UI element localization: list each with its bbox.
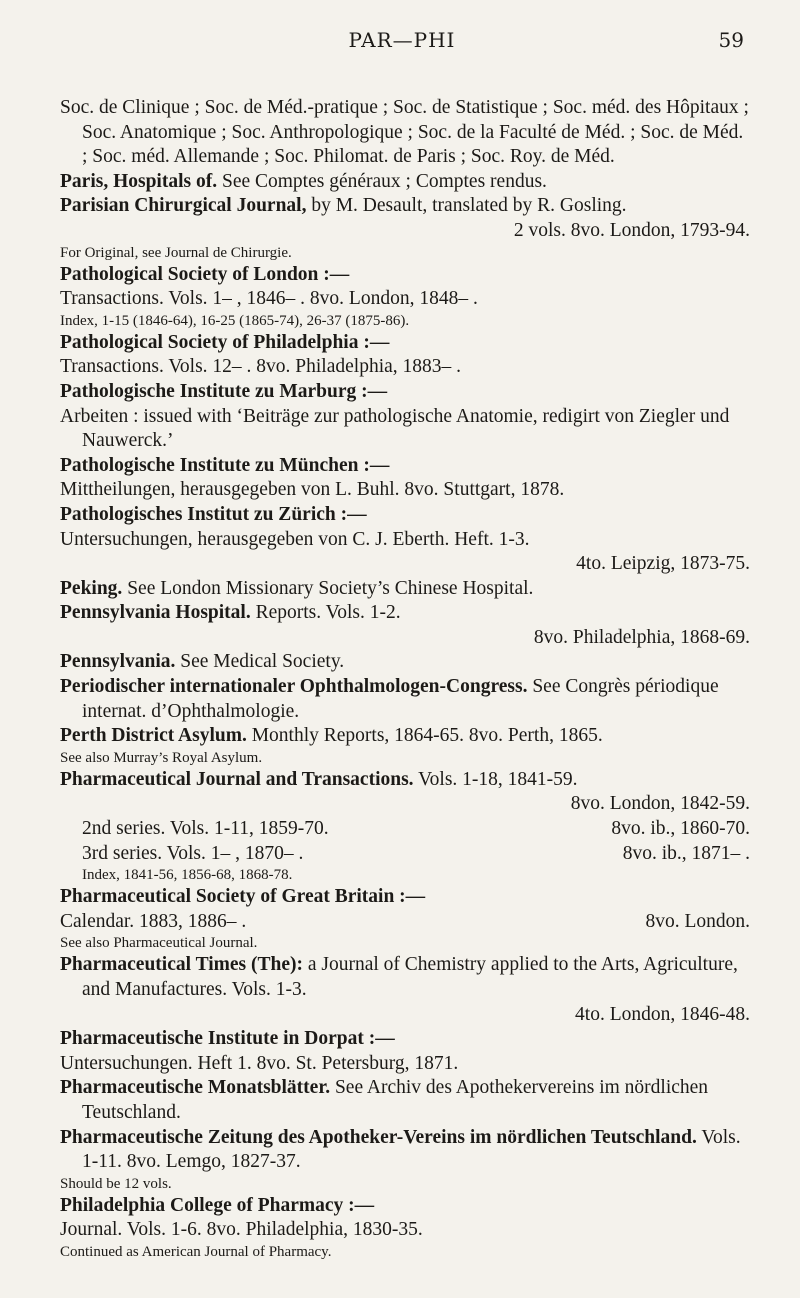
note: Index, 1841-56, 1856-68, 1868-78.	[82, 867, 293, 884]
series-row: 2nd series. Vols. 1-11, 1859-70. 8vo. ib., 1860-70.	[82, 818, 750, 840]
entry-dorpat: Pharmaceutische Institute in Dorpat :— Untersuchungen. Heft 1. 8vo. St. Petersburg, 1871.	[60, 1028, 459, 1074]
series-row: 3rd series. Vols. 1– , 1870– . 8vo. ib., 1871– .	[82, 842, 750, 864]
entry-pharm-journal: Pharmaceutical Journal and Transactions. Vols. 1-18, 1841-59. 8vo. London, 1842-59.	[60, 768, 750, 815]
entry-parisian-journal: Parisian Chirurgical Journal, by M. Desault, translated by R. Gosling. 2 vols. 8vo. London, 1793-94.	[60, 195, 750, 241]
entry-zeitung: Pharmaceutische Zeitung des Apotheker-Vereins im nördlichen Teutschland. Vols. 1-11. 8vo. Lemgo, 1827-37. Should be 12 vols.	[60, 1126, 741, 1192]
entry-paris-hospitals: Paris, Hospitals of. See Comptes généraux ; Comptes rendus.	[60, 170, 547, 192]
entry-soc: Soc. de Clinique ; Soc. de Méd.-pratique ; Soc. de Statistique ; Soc. méd. des Hôpitaux ; Soc. Anatomique ; Soc. Anthropologique ; Soc. de la Faculté de Méd. ; Soc. de Méd. ; Soc. méd. Allemande ; Soc. Philomat. de Paris ; Soc. Roy. de Méd.	[60, 97, 749, 168]
entry-munchen: Pathologische Institute zu München :— Mittheilungen, herausgegeben von L. Buhl. 8vo. Stuttgart, 1878.	[60, 454, 565, 501]
entry-penn-hospital: Pennsylvania Hospital. Reports. Vols. 1-2. 8vo. Philadelphia, 1868-69.	[60, 602, 750, 648]
entry-zurich: Pathologisches Institut zu Zürich :— Untersuchungen, herausgegeben von C. J. Eberth. Heft. 1-3. 4to. Leipzig, 1873-75.	[60, 503, 750, 575]
entry-pharm-society: Pharmaceutical Society of Great Britain :— Calendar. 1883, 1886– . 8vo. London. See also Pharmaceutical Journal.	[60, 886, 750, 952]
entry-perth: Perth District Asylum. Monthly Reports, 1864-65. 8vo. Perth, 1865. See also Murray’s Royal Asylum.	[60, 725, 603, 766]
entry-phila-college: Philadelphia College of Pharmacy :— Journal. Vols. 1-6. 8vo. Philadelphia, 1830-35. Continued as American Journal of Pharmacy.	[60, 1194, 423, 1260]
entry-peking: Peking. See London Missionary Society’s Chinese Hospital.	[60, 577, 534, 599]
note: For Original, see Journal de Chirurgie.	[60, 244, 292, 261]
entry-monatsblatter: Pharmaceutische Monatsblätter. See Archiv des Apothekervereins im nördlichen Teutschland.	[60, 1077, 709, 1123]
entry-penn: Pennsylvania. See Medical Society.	[60, 651, 345, 673]
entry-path-phila: Pathological Society of Philadelphia :— Transactions. Vols. 12– . 8vo. Philadelphia, 1883– .	[60, 331, 462, 378]
running-head: PAR—PHI	[348, 28, 456, 52]
entry-path-london: Pathological Society of London :— Transactions. Vols. 1– , 1846– . 8vo. London, 1848– . Index, 1-15 (1846-64), 16-25 (1865-74), 26-37 (1875-86).	[60, 263, 478, 329]
entry-periodischer: Periodischer internationaler Ophthalmologen-Congress. See Congrès périodique internat. d’Ophthalmologie.	[60, 676, 719, 722]
entry-pharm-times: Pharmaceutical Times (The): a Journal of Chemistry applied to the Arts, Agriculture, and Manufactures. Vols. 1-3. 4to. London, 1846-48.	[60, 954, 750, 1025]
page-header	[60, 28, 744, 60]
page-number: 59	[718, 28, 744, 52]
entry-marburg: Pathologische Institute zu Marburg :— Arbeiten : issued with ‘Beiträge zur pathologische Anatomie, redigirt von Ziegler und Nauwerck.’	[60, 380, 730, 452]
catalogue-entries	[60, 96, 750, 1262]
